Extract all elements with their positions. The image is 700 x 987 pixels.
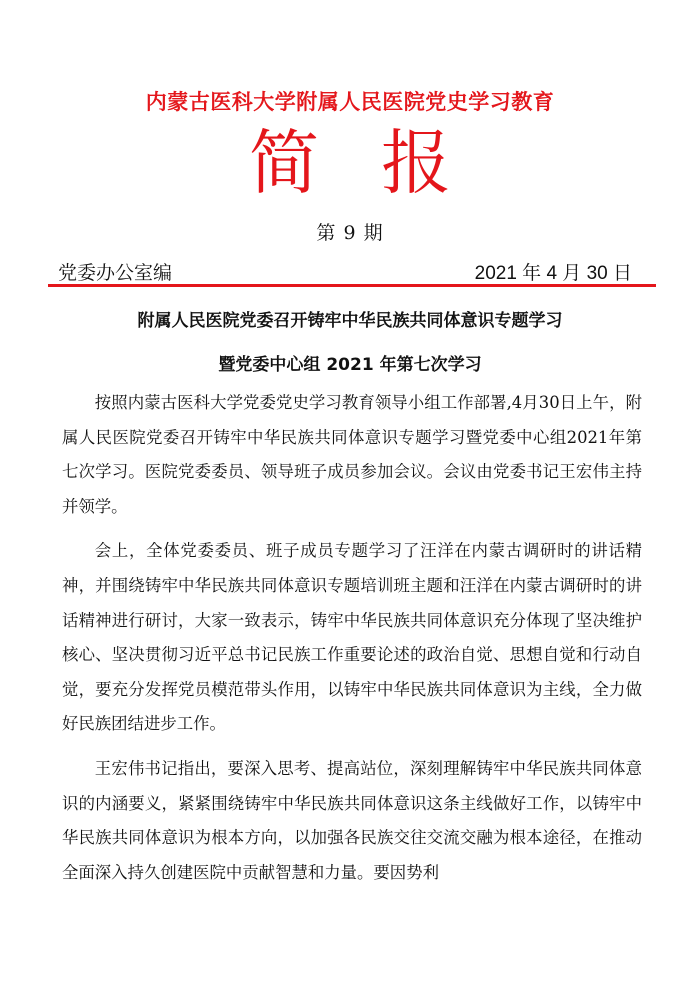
org-title: 内蒙古医科大学附属人民医院党史学习教育 xyxy=(145,90,555,114)
main-title: 简报 xyxy=(249,122,513,204)
headline-line-2: 暨党委中心组 2021 年第七次学习 xyxy=(218,355,482,375)
editor-label: 党委办公室编 xyxy=(58,262,173,284)
paragraph: 会上，全体党委委员、班子成员专题学习了汪洋在内蒙古调研时的讲话精神，并围绕铸牢中华民族共同体意识专题培训班主题和汪洋在内蒙古调研时的讲话精神进行研讨，大家一致表示，铸牢中华民族共同体意识充分体现了坚决维护核心、坚决贯彻习近平总书记民族工作重要论述的政治自觉、思想自觉和行动自觉，要充分发挥党员模范带头作用，以铸牢中华民族共同体意识为主线，全力做好民族团结进步工作。 xyxy=(62,541,642,734)
article-body xyxy=(62,386,642,900)
header-divider xyxy=(48,284,656,287)
headline-line-1: 附属人民医院党委召开铸牢中华民族共同体意识专题学习 xyxy=(137,311,563,331)
paragraph: 王宏伟书记指出，要深入思考、提高站位，深刻理解铸牢中华民族共同体意识的内涵要义，紧紧围绕铸牢中华民族共同体意识这条主线做好工作，以铸牢中华民族共同体意识为根本方向，以加强各民族交往交流交融为根本途径，在推动全面深入持久创建医院中贡献智慧和力量。要因势利 xyxy=(62,758,642,882)
publish-date: 2021 年 4 月 30 日 xyxy=(474,263,632,284)
issue-number: 第 9 期 xyxy=(316,222,384,244)
paragraph: 按照内蒙古医科大学党委党史学习教育领导小组工作部署,4月30日上午，附属人民医院党委召开铸牢中华民族共同体意识专题学习暨党委中心组2021年第七次学习。医院党委委员、领导班子成员参加会议。会议由党委书记王宏伟主持并领学。 xyxy=(62,393,642,516)
